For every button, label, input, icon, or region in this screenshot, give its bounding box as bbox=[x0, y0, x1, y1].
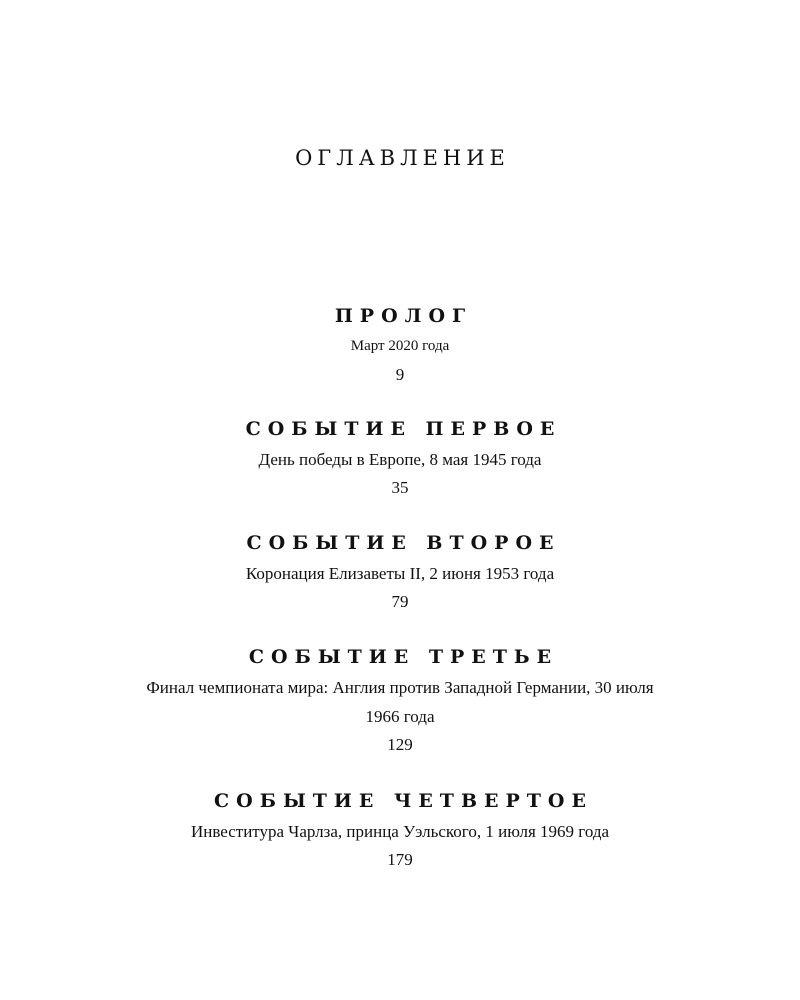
chapter-subtitle: Коронация Елизаветы II, 2 июня 1953 года bbox=[245, 564, 555, 583]
chapter-title: СОБЫТИЕ ТРЕТЬЕ bbox=[248, 646, 559, 668]
chapter-page-number: 129 bbox=[387, 735, 413, 754]
toc-entry-event-4[interactable] bbox=[0, 785, 800, 874]
toc-entry-event-2[interactable] bbox=[0, 527, 800, 616]
chapter-subtitle: Финал чемпионата мира: Англия против Западной Германии, 30 июля 1966 года bbox=[146, 678, 654, 726]
chapter-page-number: 9 bbox=[395, 365, 405, 384]
chapter-subtitle: День победы в Европе, 8 мая 1945 года bbox=[258, 450, 542, 469]
chapter-title: СОБЫТИЕ ПЕРВОЕ bbox=[245, 418, 562, 440]
chapter-page-number: 35 bbox=[391, 478, 409, 497]
toc-entry-prologue[interactable] bbox=[0, 300, 800, 389]
chapter-page-number: 179 bbox=[387, 850, 413, 869]
page-title: ОГЛАВЛЕНИЕ bbox=[295, 146, 510, 170]
toc-entry-event-1[interactable] bbox=[0, 413, 800, 502]
chapter-title: СОБЫТИЕ ЧЕТВЕРТОЕ bbox=[214, 790, 593, 812]
chapter-title: СОБЫТИЕ ВТОРОЕ bbox=[246, 532, 561, 554]
chapter-page-number: 79 bbox=[391, 592, 409, 611]
chapter-subtitle: Март 2020 года bbox=[350, 338, 450, 354]
chapter-title: ПРОЛОГ bbox=[334, 305, 473, 327]
chapter-subtitle: Инвеститура Чарлза, принца Уэльского, 1 июля 1969 года bbox=[190, 822, 610, 841]
toc-entry-event-3[interactable] bbox=[0, 641, 800, 759]
